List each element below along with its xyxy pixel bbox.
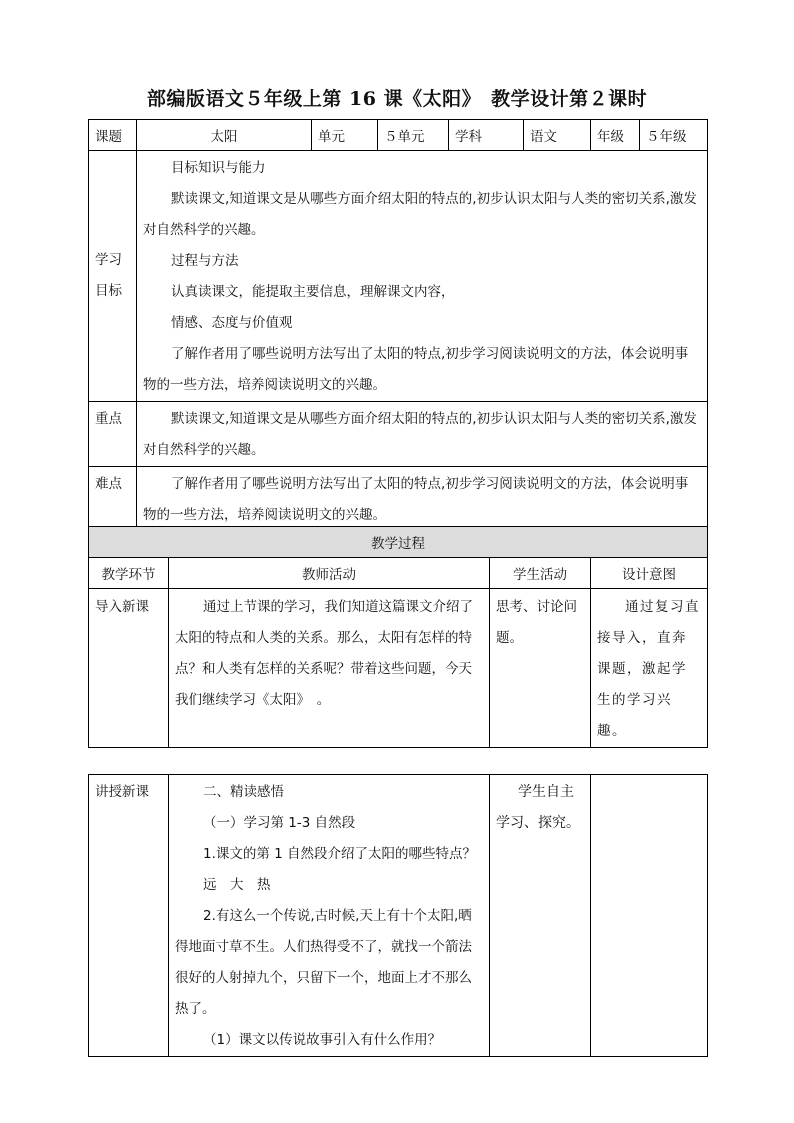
goals-label-line2: 目标: [95, 283, 122, 299]
goals-line: 过程与方法: [171, 253, 239, 269]
process-table: [88, 526, 708, 748]
goals-label-line1: 学习: [95, 252, 122, 268]
page-title: 部编版语文５年级上第 16 课《太阳》 教学设计第２课时: [146, 88, 648, 110]
grade-label: 年级: [591, 120, 640, 151]
grade-value: ５年级: [640, 120, 708, 151]
goals-line: 目标知识与能力: [171, 160, 266, 176]
goals-line: 认真读课文，能提取主要信息，理解课文内容，: [171, 284, 455, 300]
new-lesson-student-text: 学生自主学习、探究。: [496, 784, 580, 831]
col-student-header: 学生活动: [490, 558, 591, 589]
subject-value: 语文: [524, 120, 591, 151]
new-lesson-intent: [591, 775, 708, 1057]
intro-intent-text: 通过复习直接导入，直奔课题，激起学生的学习兴趣。: [597, 599, 700, 739]
teacher-line: （1）课文以传说故事引入有什么作用？: [203, 1032, 442, 1048]
intro-student: 思考、讨论问题。: [490, 589, 591, 748]
goals-content: [137, 151, 708, 402]
col-teacher-header: 教师活动: [169, 558, 490, 589]
new-lesson-teacher: [169, 775, 490, 1057]
goals-line: 情感、态度与价值观: [171, 315, 293, 331]
difficulty-content: [137, 467, 708, 532]
new-lesson-stage: 讲授新课: [89, 775, 169, 1057]
goals-label: [89, 151, 137, 402]
teacher-line: 1.课文的第 1 自然段介绍了太阳的哪些特点？: [203, 846, 477, 862]
goals-line: 默读课文,知道课文是从哪些方面介绍太阳的特点的,初步认识太阳与人类的密切关系,激发对自然科学的兴趣。: [143, 191, 697, 238]
difficulty-text: 了解作者用了哪些说明方法写出了太阳的特点,初步学习阅读说明文的方法，体会说明事物的一些方法，培养阅读说明文的兴趣。: [143, 476, 689, 523]
lesson-info-table: [88, 119, 708, 532]
intro-teacher: [169, 589, 490, 748]
topic-value: 太阳: [137, 120, 312, 151]
difficulty-label: 难点: [89, 467, 137, 532]
unit-label: 单元: [312, 120, 378, 151]
new-lesson-student: [490, 775, 591, 1057]
col-stage-header: 教学环节: [89, 558, 169, 589]
key-point-text: 默读课文,知道课文是从哪些方面介绍太阳的特点的,初步认识太阳与人类的密切关系,激发对自然科学的兴趣。: [143, 411, 697, 458]
topic-label: 课题: [89, 120, 137, 151]
teacher-line: （一）学习第 1-3 自然段: [203, 815, 356, 831]
key-point-content: [137, 402, 708, 467]
intro-stage: 导入新课: [89, 589, 169, 748]
teacher-line: 远 大 热: [203, 877, 271, 893]
goals-line: 了解作者用了哪些说明方法写出了太阳的特点,初步学习阅读说明文的方法，体会说明事物的一些方法，培养阅读说明文的兴趣。: [143, 346, 689, 393]
teacher-line: 2.有这么一个传说,古时候,天上有十个太阳,晒得地面寸草不生。人们热得受不了，就找一个箭法很好的人射掉九个，只留下一个，地面上才不那么热了。: [175, 908, 472, 1017]
key-point-label: 重点: [89, 402, 137, 467]
subject-label: 学科: [449, 120, 524, 151]
process-table-continued: [88, 774, 708, 1057]
intro-teacher-text: 通过上节课的学习，我们知道这篇课文介绍了太阳的特点和人类的关系。那么，太阳有怎样的特点？和人类有怎样的关系呢？带着这些问题，今天我们继续学习《太阳》 。: [175, 599, 473, 708]
col-intent-header: 设计意图: [591, 558, 708, 589]
unit-value: ５单元: [378, 120, 449, 151]
teacher-line: 二、精读感悟: [203, 784, 284, 800]
process-heading: 教学过程: [89, 527, 708, 558]
intro-intent: [591, 589, 708, 748]
